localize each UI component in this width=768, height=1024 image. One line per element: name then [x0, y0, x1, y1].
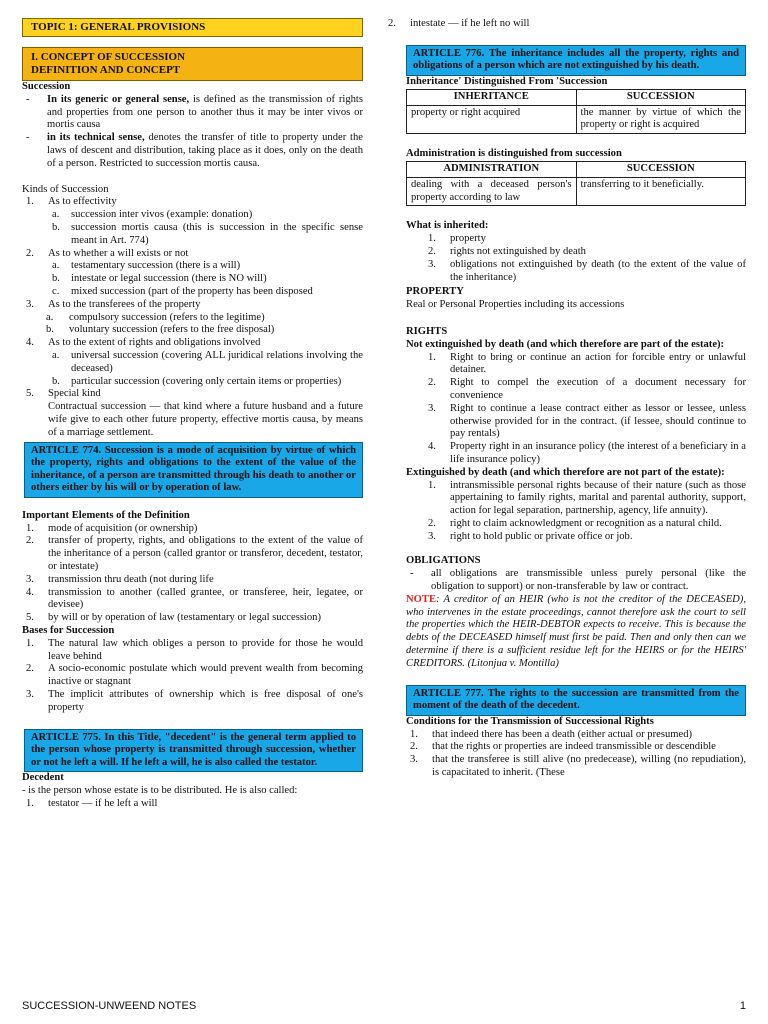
decedent-list-continued — [384, 18, 746, 31]
table-header: INHERITANCE — [407, 89, 577, 105]
article-777-box: ARTICLE 777. The rights to the succession are transmitted from the moment of the death of the decedent. — [406, 685, 746, 716]
inheritance-succession-table — [406, 89, 746, 134]
rights-heading: RIGHTS — [406, 325, 448, 337]
inherited-heading: What is inherited: — [406, 220, 489, 232]
basis-item: 2. A socio-economic postulate which would prevent wealth from becoming inactive or stagnant — [26, 663, 363, 688]
succession-senses — [22, 94, 363, 171]
element-item: 5. by will or by operation of law (testamentary or legal succession) — [26, 612, 322, 624]
inherited-item: 2. rights not extinguished by death — [428, 245, 586, 257]
table-header: SUCCESSION — [576, 161, 746, 177]
right-column — [388, 0, 746, 780]
property-heading: PROPERTY — [406, 286, 464, 298]
inheritance-vs-succession-heading: Inheritance' Distinguished From 'Succession — [406, 75, 608, 87]
bases-heading: Bases for Succession — [22, 625, 115, 637]
right-item: 3. Right to continue a lease contract either as lessor or lessee, unless otherwise provided for in the contract. (if lessee, should continue to pay rentals) — [428, 402, 746, 440]
conditions-list — [388, 729, 746, 780]
sub-item: c. mixed succession (part of the property has been disposed — [52, 285, 313, 297]
conditions-heading: Conditions for the Transmission of Successional Rights — [406, 715, 654, 727]
extinguished-list — [406, 480, 746, 544]
right-item: 3. right to hold public or private office or job. — [428, 530, 633, 542]
article-775-box: ARTICLE 775. In this Title, "decedent" is the general term applied to the person whose property is transmitted through succession, whether or not he left a will. If he left a will, he is also called the testator. — [24, 729, 363, 773]
note-label: NOTE — [406, 593, 437, 605]
element-item: 3. transmission thru death (not during life — [26, 573, 214, 585]
condition-item: 1. that indeed there has been a death (either actual or presumed) — [410, 728, 693, 740]
right-item: 4. Property right in an insurance policy (the interest of a beneficiary in a life insurance policy) — [428, 441, 746, 465]
not-extinguished-list — [406, 352, 746, 467]
topic-title: TOPIC 1: GENERAL PROVISIONS — [22, 18, 363, 37]
left-column — [22, 0, 363, 811]
generic-sense: - In its generic or general sense, is defined as the transmission of rights and properties from one person to another thus it may be inter vivos or mortis causa — [22, 94, 363, 132]
obligation-item: - all obligations are transmissible unless purely personal (like the obligation to support) or non-transferable by law or contract. — [406, 568, 746, 594]
table-cell: property or right acquired — [407, 105, 577, 134]
element-item: 4. transmission to another (called grantee, or transferee, heir, legatee, or devisee) — [26, 586, 363, 611]
bases-list — [22, 638, 363, 715]
sub-item: b. succession mortis causa (this is succession in the specific sense meant in Art. 774) — [52, 221, 363, 246]
elements-heading: Important Elements of the Definition — [22, 509, 190, 521]
right-item: 2. Right to compel the execution of a document necessary for convenience — [428, 377, 746, 401]
administration-succession-table — [406, 161, 746, 206]
property-text: Real or Personal Properties including its accessions — [406, 299, 625, 311]
kind-item: 5. Special kind Contractual succession — that kind where a future husband and a future wife give to each other future property, effective mortis causa, by means of a marriage settlement. — [26, 388, 363, 438]
article-774-box: ARTICLE 774. Succession is a mode of acquisition by virtue of which the property, rights and obligations to the extent of the value of the inheritance, of a person are transmitted through his death to another or others either by his will or by operation of law. — [24, 442, 363, 498]
concept-line-1: I. CONCEPT OF SUCCESSION — [31, 51, 186, 63]
decedent-list — [22, 798, 363, 811]
sub-item: b. intestate or legal succession (there is NO will) — [52, 273, 267, 285]
sub-item: b. voluntary succession (refers to the free disposal) — [46, 324, 275, 336]
decedent-item: 2. intestate — if he left no will — [388, 18, 530, 29]
article-776-box: ARTICLE 776. The inheritance includes all the property, rights and obligations of a person which are not extinguished by his death. — [406, 45, 746, 76]
administration-heading: Administration is distinguished from succession — [406, 148, 622, 160]
inherited-item: 3. obligations not extinguished by death (to the extent of the value of the inheritance) — [428, 258, 746, 283]
basis-item: 1. The natural law which obliges a person to provide for those he would leave behind — [26, 637, 363, 662]
decedent-item: 1. testator — if he left a will — [26, 798, 158, 810]
table-header: SUCCESSION — [576, 89, 746, 105]
right-item: 1. Right to bring or continue an action for forcible entry or unlawful detainer. — [428, 351, 746, 376]
condition-item: 2. that the rights or properties are indeed transmissible or descendible — [410, 741, 716, 753]
sub-item: a. universal succession (covering ALL juridical relations involving the deceased) — [52, 349, 363, 374]
contractual-succession: Contractual succession — that kind where a future husband and a future wife give to each other future property, effective mortis causa, by means of a marriage settlement. — [48, 401, 363, 438]
kinds-heading: Kinds of Succession — [22, 183, 109, 195]
basis-item: 3. The implicit attributes of ownership which is free disposal of one's property — [26, 689, 363, 713]
sub-item: a. succession inter vivos (example: donation) — [52, 209, 253, 221]
kinds-list — [22, 196, 363, 439]
elements-list — [22, 523, 363, 625]
kind-item: 2. As to whether a will exists or not a. testamentary succession (there is a will) b. intestate or legal succession (there is NO will) c. mixed succession (part of the property has been disposed — [22, 248, 363, 299]
element-item: 1. mode of acquisition (or ownership) — [26, 522, 198, 534]
table-header: ADMINISTRATION — [407, 161, 577, 177]
kind-item: 1. As to effectivity a. succession inter vivos (example: donation) b. succession mortis causa (this is succession in the specific sense meant in Art. 774) — [22, 196, 363, 247]
concept-box — [22, 47, 363, 81]
inherited-item: 1. property — [428, 233, 486, 245]
obligations-list — [406, 568, 746, 594]
concept-line-2: DEFINITION AND CONCEPT — [31, 64, 181, 76]
sub-item: b. particular succession (covering only certain items or properties) — [52, 375, 342, 387]
table-cell: the manner by virtue of which the property or right is acquired — [576, 105, 746, 134]
footer-title: SUCCESSION-UNWEEND NOTES — [22, 1000, 197, 1012]
technical-sense: - in its technical sense, denotes the transfer of title to property under the laws of descent and distribution, taking place as it does, only on the death of a person. Restricted to succession mortis causa. — [22, 132, 363, 170]
decedent-heading: Decedent — [22, 772, 64, 784]
table-cell: transferring to it beneficially. — [576, 177, 746, 206]
succession-heading: Succession — [22, 81, 71, 92]
decedent-text: - is the person whose estate is to be distributed. He is also called: — [22, 785, 298, 797]
right-item: 2. right to claim acknowledgment or recognition as a natural child. — [428, 517, 722, 529]
kind-item: 3. As to the transferees of the property a. compulsory succession (refers to the legitime) b. voluntary succession (refers to the free disposal) — [22, 299, 363, 337]
obligations-heading: OBLIGATIONS — [406, 555, 481, 567]
element-item: 2. transfer of property, rights, and obligations to the extent of the value of the inheritance of a person (called grantor or transferor, decedent, testator, or intestate) — [26, 535, 363, 573]
inherited-list — [406, 233, 746, 284]
not-extinguished-heading: Not extinguished by death (and which therefore are part of the estate): — [406, 338, 725, 350]
condition-item: 3. that the transferee is still alive (no predecease), willing (no repudiation), is capacitated to inherit. (These — [410, 754, 746, 779]
sub-item: a. testamentary succession (there is a will) — [52, 260, 241, 272]
kind-item: 4. As to the extent of rights and obligations involved a. universal succession (covering ALL juridical relations involving the deceased) b. particular succession (covering only certain items or properties) — [22, 337, 363, 388]
note-paragraph: NOTE: A creditor of an HEIR (who is not the creditor of the DECEASED), who intervenes in the estate proceedings, cannot therefore ask the court to sell the properties which the HEIR-DEBTOR expects to receive. This is because the debts of the DECEASED himself must first be paid. Then and only then can we determine if there is a sufficient residue left for the HEIRS or for the HEIRS' CREDITORS. (Litonjua v. Montilla) — [406, 593, 746, 669]
page-number: 1 — [739, 1000, 746, 1012]
right-item: 1. intransmissible personal rights because of their nature (such as those appertaining to family rights, marital and parental authority, support, action for legal separation, partnership, agency, life annuity). — [428, 479, 746, 517]
extinguished-heading: Extinguished by death (and which therefore are not part of the estate): — [406, 466, 725, 478]
table-cell: dealing with a deceased person's property according to law — [407, 177, 577, 206]
sub-item: a. compulsory succession (refers to the legitime) — [46, 311, 265, 323]
